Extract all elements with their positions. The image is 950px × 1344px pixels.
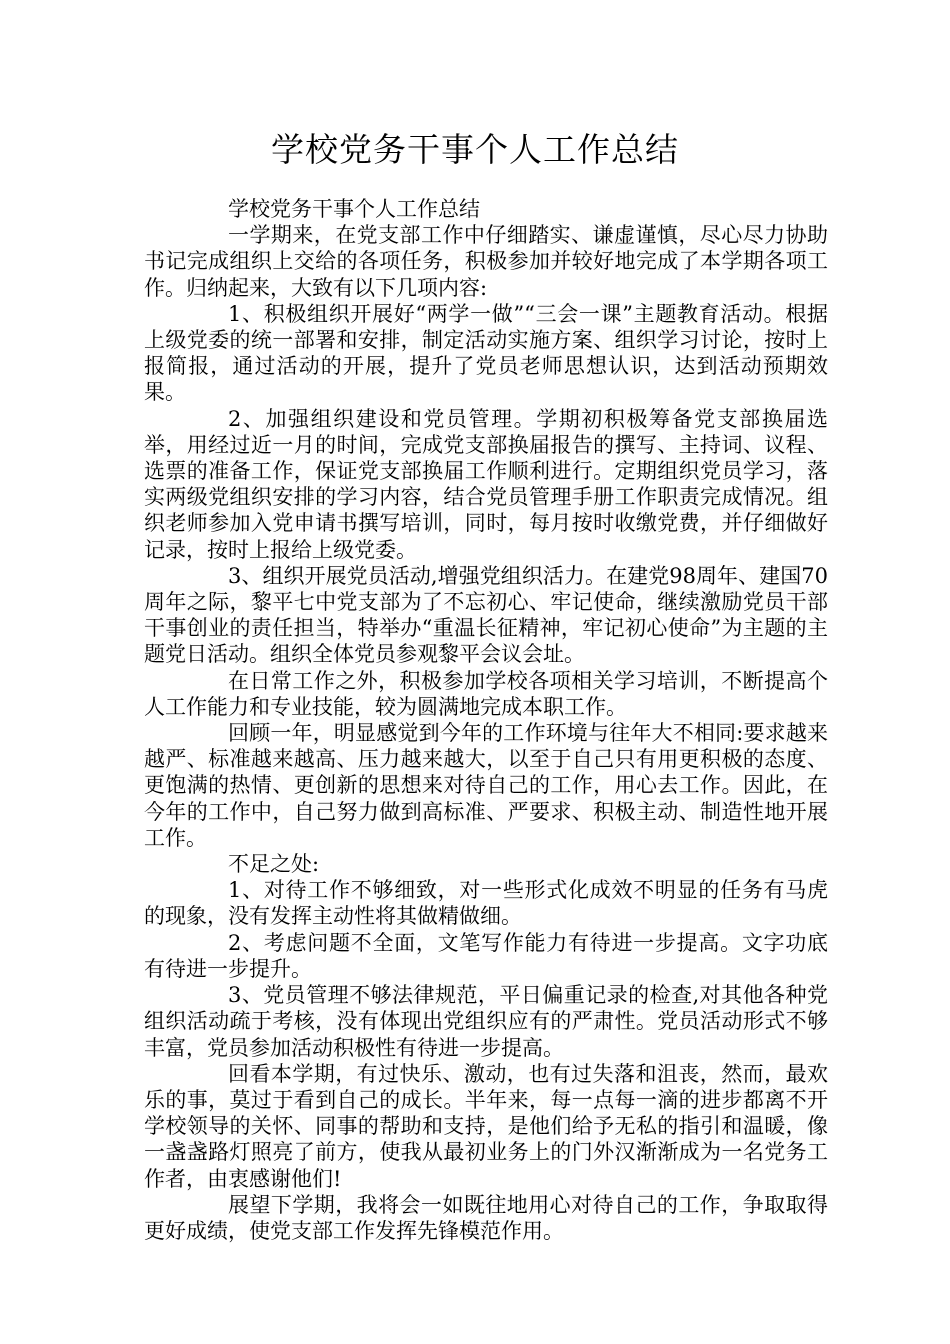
body-paragraph-subtitle: 学校党务干事个人工作总结 bbox=[228, 197, 480, 221]
body-paragraph-outlook: 展望下学期，我将会一如既往地用心对待自己的工作，争取取得更好成绩，使党支部工作发挥先锋模范作用。 bbox=[144, 1192, 828, 1243]
body-paragraph-daily-work: 在日常工作之外，积极参加学校各项相关学习培训，不断提高个人工作能力和专业技能，较为圆满地完成本职工作。 bbox=[144, 668, 828, 719]
body-paragraph-shortcoming-1: 1、对待工作不够细致，对一些形式化成效不明显的任务有马虎的现象，没有发挥主动性将其做精做细。 bbox=[144, 878, 828, 929]
body-paragraph-shortcoming-2: 2、考虑问题不全面，文笔写作能力有待进一步提高。文字功底有待进一步提升。 bbox=[144, 930, 828, 981]
body-paragraph-intro: 一学期来，在党支部工作中仔细踏实、谦虚谨慎，尽心尽力协助书记完成组织上交给的各项任务，积极参加并较好地完成了本学期各项工作。归纳起来，大致有以下几项内容: bbox=[144, 223, 828, 300]
body-paragraph-item-3: 3、组织开展党员活动,增强党组织活力。在建党98周年、建国70周年之际，黎平七中党支部为了不忘初心、牢记使命，继续激励党员干部干事创业的责任担当，特举办“重温长征精神，牢记初心使命”为主题的主题党日活动。组织全体党员参观黎平会议会址。 bbox=[144, 563, 828, 667]
body-paragraph-shortcomings-heading: 不足之处: bbox=[228, 852, 320, 877]
body-paragraph-review: 回顾一年，明显感觉到今年的工作环境与往年大不相同:要求越来越严、标准越来越高、压力越来越大，以至于自己只有用更积极的态度、更饱满的热情、更创新的思想来对待自己的工作，用心去工作。因此，在今年的工作中，自己努力做到高标准、严要求、积极主动、制造性地开展工作。 bbox=[144, 721, 828, 850]
body-paragraph-shortcoming-3: 3、党员管理不够法律规范，平日偏重记录的检查,对其他各种党组织活动疏于考核，没有体现出党组织应有的严肃性。党员活动形式不够丰富，党员参加活动积极性有待进一步提高。 bbox=[144, 983, 828, 1060]
document-body bbox=[144, 196, 828, 1244]
document-title: 学校党务干事个人工作总结 bbox=[271, 130, 679, 169]
body-paragraph-reflection: 回看本学期，有过快乐、激动，也有过失落和沮丧，然而，最欢乐的事，莫过于看到自己的成长。半年来，每一点每一滴的进步都离不开学校领导的关怀、同事的帮助和支持，是他们给予无私的指引和温暖，像一盏盏路灯照亮了前方，使我从最初业务上的门外汉渐渐成为一名党务工作者，由衷感谢他们! bbox=[144, 1061, 828, 1191]
body-paragraph-item-1: 1、积极组织开展好“两学一做”“三会一课”主题教育活动。根据上级党委的统一部署和安排，制定活动实施方案、组织学习讨论，按时上报简报，通过活动的开展，提升了党员老师思想认识，达到活动预期效果。 bbox=[144, 301, 828, 405]
body-paragraph-item-2: 2、加强组织建设和党员管理。学期初积极筹备党支部换届选举，用经过近一月的时间，完成党支部换届报告的撰写、主持词、议程、选票的准备工作，保证党支部换届工作顺利进行。定期组织党员学习，落实两级党组织安排的学习内容，结合党员管理手册工作职责完成情况。组织老师参加入党申请书撰写培训，同时，每月按时收缴党费，并仔细做好记录，按时上报给上级党委。 bbox=[144, 406, 828, 562]
